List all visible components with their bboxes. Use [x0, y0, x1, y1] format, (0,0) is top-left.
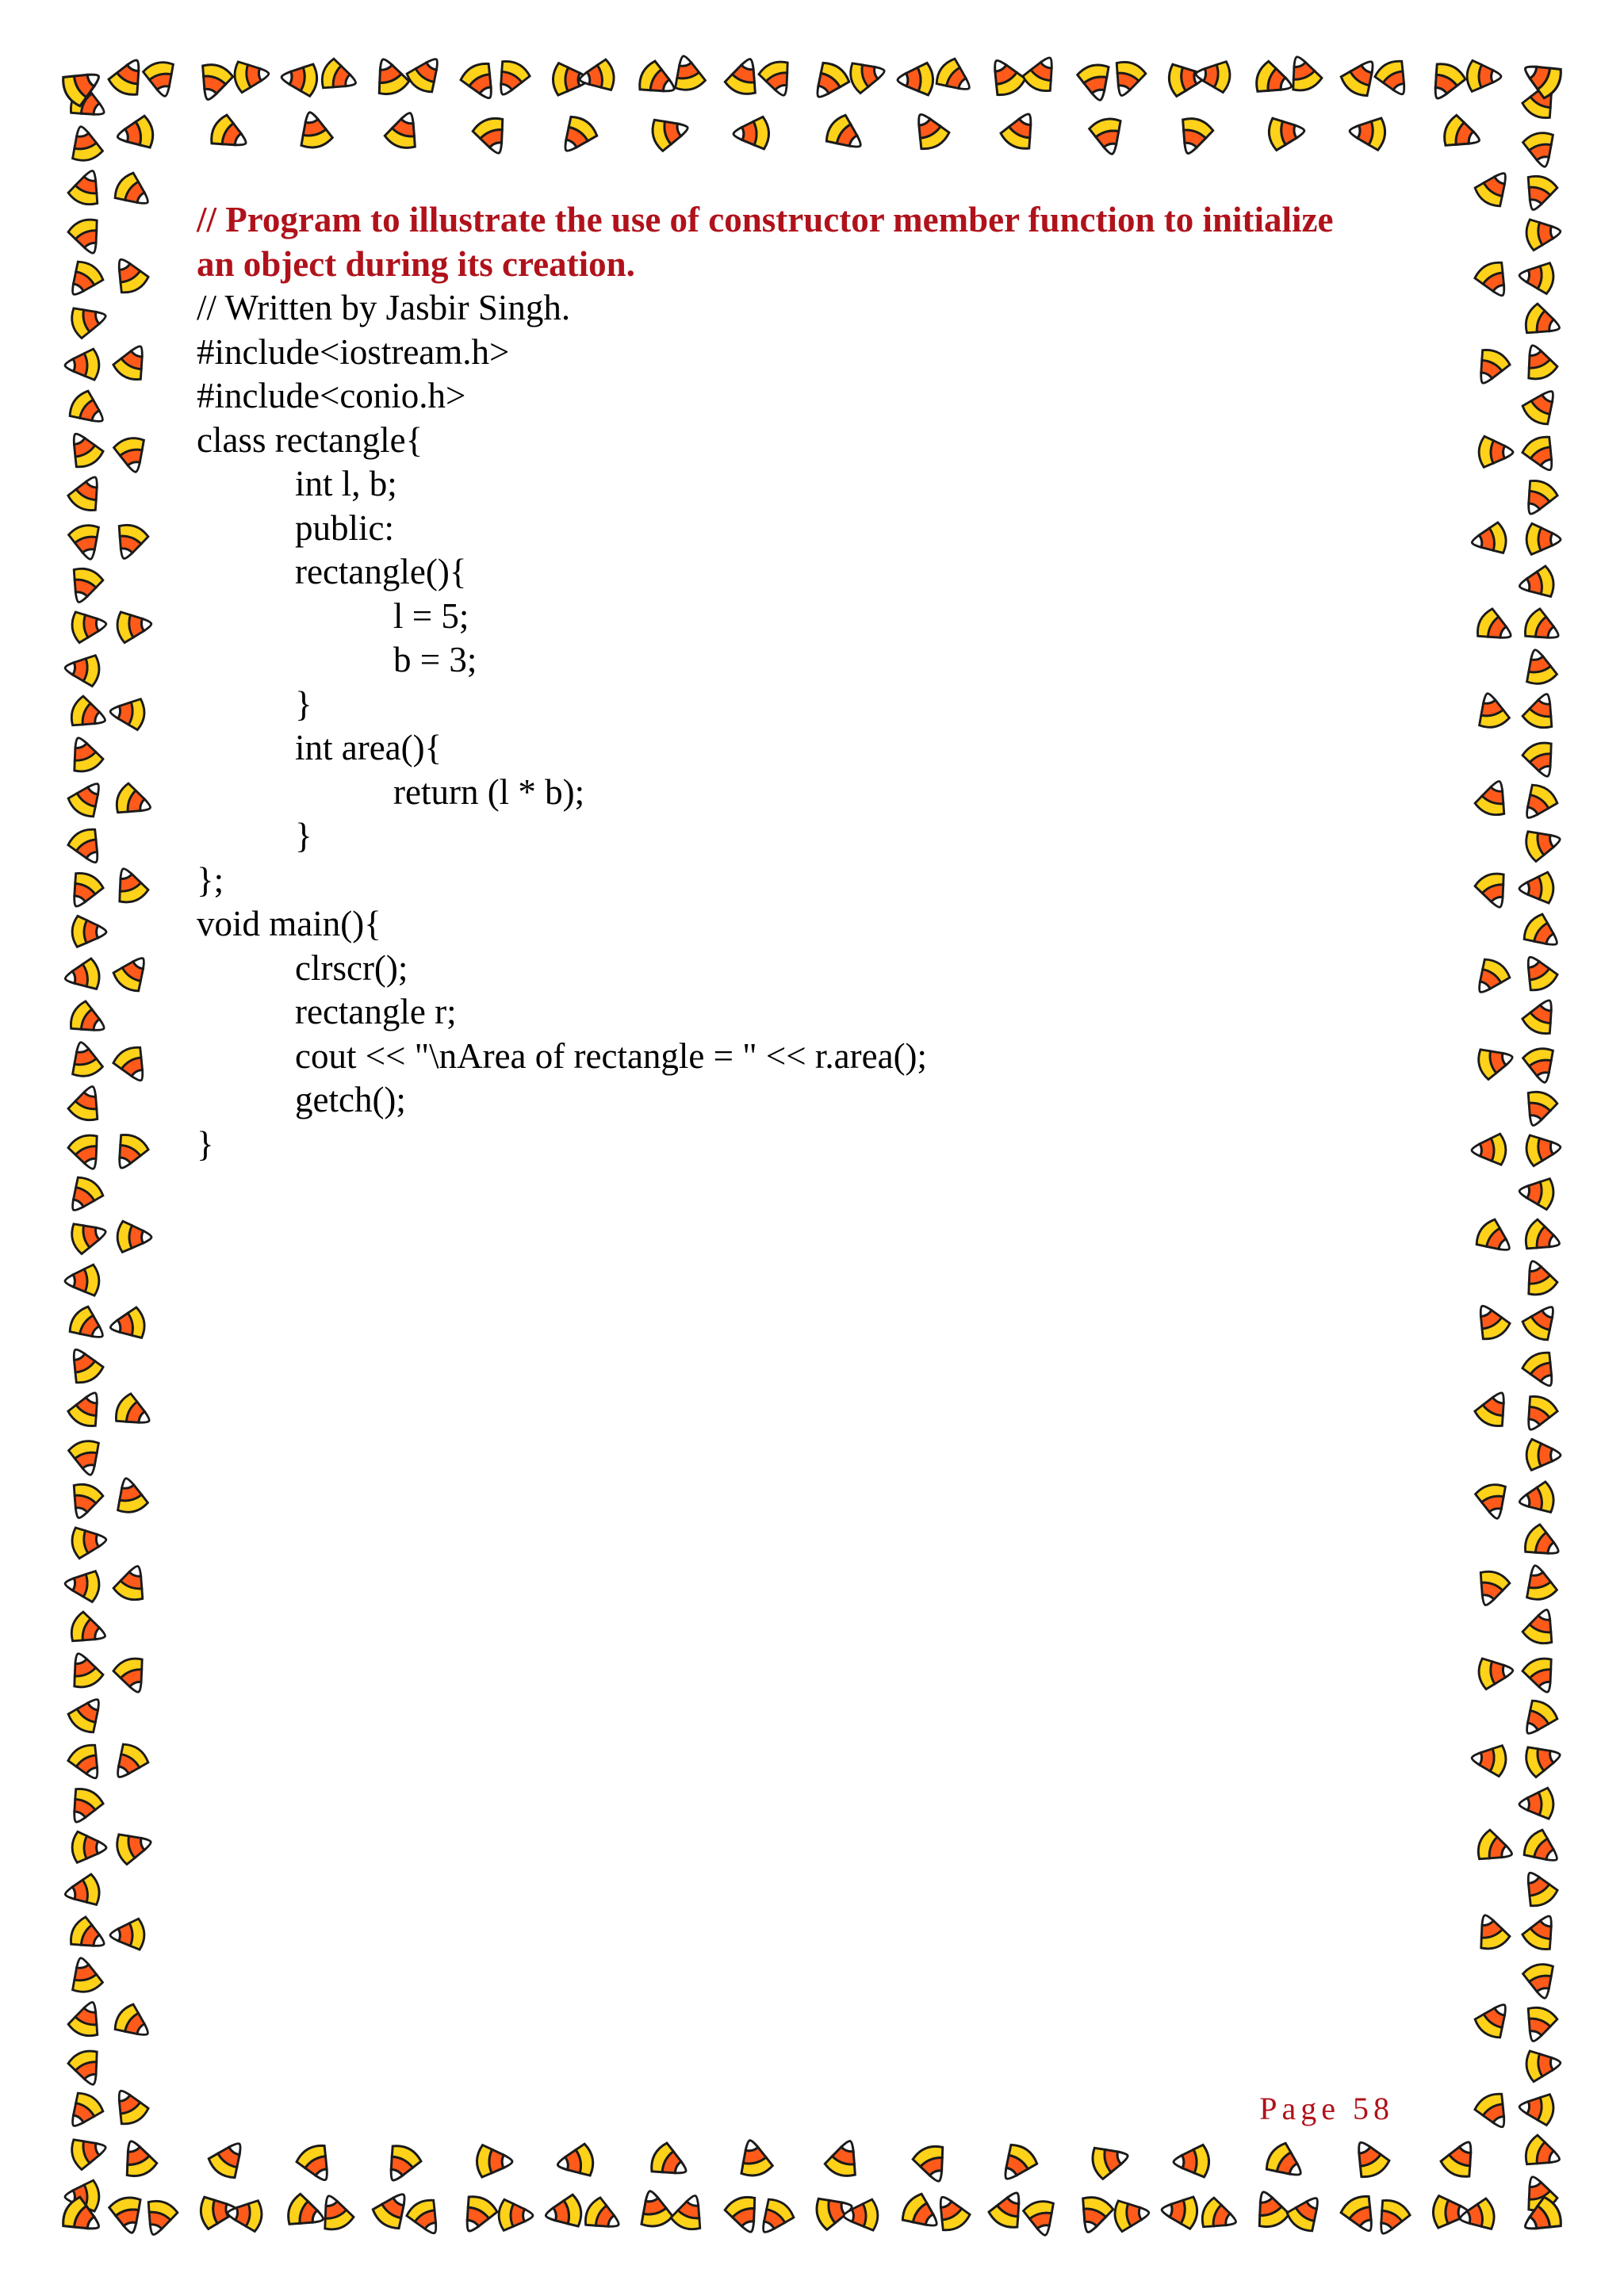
- candy-corn-icon: [634, 2187, 674, 2229]
- candy-corn-icon: [368, 53, 411, 98]
- candy-corn-icon: [67, 1131, 108, 1174]
- candy-corn-icon: [63, 1648, 105, 1691]
- candy-corn-icon: [1520, 911, 1566, 956]
- candy-corn-icon: [1519, 383, 1565, 429]
- candy-corn-icon: [553, 113, 600, 160]
- candy-corn-icon: [1517, 54, 1565, 101]
- code-line: rectangle(){: [295, 552, 467, 591]
- candy-corn-icon: [1090, 2140, 1132, 2180]
- candy-corn-icon: [471, 114, 514, 159]
- candy-corn-icon: [117, 1221, 152, 1253]
- candy-corn-icon: [1472, 1996, 1517, 2042]
- candy-corn-icon: [1519, 1788, 1553, 1820]
- candy-corn-icon: [1423, 59, 1468, 105]
- candy-corn-icon: [1076, 62, 1116, 104]
- page-number: Page 58: [1259, 2091, 1394, 2126]
- candy-corn-icon: [1107, 58, 1147, 101]
- candy-corn-icon: [1520, 1909, 1564, 1954]
- candy-corn-icon: [64, 1265, 99, 1296]
- candy-corn-icon: [1441, 113, 1485, 155]
- candy-corn-icon: [1520, 646, 1558, 687]
- candy-corn-icon: [823, 2136, 865, 2180]
- candy-corn-icon: [115, 115, 155, 153]
- candy-corn-icon: [116, 2135, 159, 2179]
- candy-corn-icon: [1467, 60, 1502, 92]
- candy-corn-icon: [404, 51, 449, 97]
- candy-corn-icon: [111, 1043, 155, 1089]
- candy-corn-icon: [1433, 2195, 1469, 2228]
- candy-corn-icon: [383, 108, 425, 152]
- candy-corn-icon: [1523, 1739, 1565, 1778]
- candy-corn-icon: [1525, 1131, 1562, 1166]
- candy-corn-icon: [1523, 824, 1565, 863]
- candy-corn-icon: [109, 1919, 144, 1950]
- candy-corn-icon: [454, 2192, 500, 2238]
- candy-corn-icon: [1525, 2047, 1562, 2082]
- candy-corn-icon: [1284, 2190, 1329, 2236]
- candy-corn-icon: [1473, 690, 1511, 730]
- candy-corn-icon: [1518, 260, 1555, 294]
- candy-corn-icon: [67, 1081, 107, 1124]
- candy-corn-icon: [66, 1039, 104, 1079]
- code-line: #include<conio.h>: [197, 376, 466, 415]
- candy-corn-icon: [1515, 781, 1561, 827]
- candy-corn-icon: [1438, 2135, 1484, 2181]
- candy-corn-icon: [1517, 2195, 1565, 2241]
- candy-corn-icon: [806, 59, 852, 106]
- code-line: }: [197, 1123, 214, 1164]
- candy-corn-icon: [1521, 739, 1562, 782]
- candy-corn-icon: [108, 2195, 147, 2237]
- candy-corn-icon: [1517, 1392, 1561, 1437]
- candy-corn-icon: [635, 59, 681, 104]
- candy-corn-icon: [1473, 1386, 1516, 1430]
- candy-corn-icon: [66, 470, 109, 515]
- candy-corn-icon: [1519, 2003, 1559, 2046]
- candy-corn-icon: [1520, 1349, 1564, 1394]
- candy-corn-icon: [1471, 1567, 1511, 1610]
- candy-corn-icon: [734, 2137, 774, 2179]
- candy-corn-icon: [108, 1307, 147, 1343]
- candy-corn-icon: [1022, 2198, 1060, 2239]
- candy-corn-icon: [285, 2192, 329, 2234]
- candy-corn-icon: [113, 435, 151, 476]
- candy-corn-icon: [106, 1740, 151, 1786]
- candy-corn-icon: [107, 252, 151, 297]
- candy-corn-icon: [1470, 1910, 1511, 1953]
- candy-corn-icon: [280, 61, 319, 97]
- candy-corn-icon: [1522, 1218, 1565, 1258]
- candy-corn-icon: [1476, 1042, 1517, 1081]
- candy-corn-icon: [1473, 258, 1516, 304]
- candy-corn-icon: [66, 1954, 104, 1995]
- code-line: rectangle r;: [295, 992, 457, 1031]
- candy-corn-icon: [1519, 1088, 1559, 1131]
- candy-corn-icon: [1253, 59, 1297, 101]
- candy-corn-icon: [1473, 1216, 1519, 1261]
- code-line: l = 5;: [393, 595, 469, 636]
- candy-corn-icon: [1262, 2140, 1310, 2187]
- candy-corn-icon: [62, 427, 105, 472]
- candy-corn-icon: [63, 1785, 106, 1829]
- candy-corn-icon: [723, 2193, 766, 2237]
- candy-corn-icon: [898, 2191, 946, 2237]
- candy-corn-icon: [67, 216, 108, 258]
- candy-corn-icon: [109, 863, 150, 906]
- candy-corn-icon: [66, 1303, 112, 1349]
- code-line: int area(){: [295, 728, 442, 767]
- candy-corn-icon: [1073, 2194, 1115, 2238]
- candy-corn-icon: [71, 1524, 108, 1559]
- candy-corn-icon: [1369, 2196, 1413, 2241]
- candy-corn-icon: [110, 950, 155, 996]
- candy-corn-icon: [1474, 1828, 1517, 1869]
- candy-corn-icon: [116, 608, 153, 643]
- candy-corn-icon: [69, 2132, 110, 2171]
- candy-corn-icon: [63, 1873, 102, 1910]
- candy-corn-icon: [1021, 51, 1064, 95]
- candy-corn-icon: [1160, 2194, 1199, 2229]
- candy-corn-icon: [207, 113, 253, 158]
- candy-corn-icon: [458, 59, 504, 106]
- code-line: class rectangle{: [197, 419, 423, 460]
- candy-corn-icon: [112, 1561, 152, 1604]
- candy-corn-icon: [66, 1386, 109, 1430]
- candy-corn-icon: [757, 58, 799, 101]
- candy-corn-icon: [1518, 2091, 1555, 2126]
- candy-corn-icon: [1373, 57, 1416, 102]
- candy-corn-icon: [111, 170, 157, 215]
- candy-corn-icon: [61, 1173, 106, 1219]
- candy-corn-icon: [1522, 1046, 1560, 1086]
- candy-corn-icon: [112, 1391, 156, 1435]
- candy-corn-icon: [1173, 2145, 1209, 2178]
- candy-corn-icon: [66, 1741, 109, 1786]
- candy-corn-icon: [67, 522, 105, 563]
- candy-corn-icon: [822, 112, 870, 159]
- candy-corn-icon: [1521, 607, 1565, 650]
- candy-corn-icon: [1519, 172, 1559, 215]
- candy-corn-icon: [1473, 776, 1514, 819]
- candy-corn-icon: [1521, 689, 1561, 732]
- candy-corn-icon: [1519, 872, 1553, 904]
- candy-corn-icon: [378, 2141, 423, 2187]
- candy-corn-icon: [543, 2194, 584, 2232]
- candy-corn-icon: [1346, 2134, 1392, 2181]
- candy-corn-icon: [1348, 115, 1387, 151]
- candy-corn-icon: [113, 782, 155, 822]
- candy-corn-icon: [67, 1915, 111, 1958]
- candy-corn-icon: [1518, 340, 1559, 383]
- candy-corn-icon: [142, 59, 180, 100]
- candy-corn-icon: [109, 521, 150, 564]
- candy-corn-icon: [67, 1997, 107, 2040]
- candy-corn-icon: [62, 1342, 105, 1387]
- candy-corn-icon: [1521, 1655, 1562, 1697]
- candy-corn-icon: [72, 1831, 107, 1863]
- candy-corn-icon: [1474, 1482, 1512, 1522]
- candy-corn-icon: [477, 2145, 512, 2177]
- candy-corn-icon: [1520, 1562, 1558, 1602]
- candy-corn-icon: [67, 1438, 105, 1479]
- code-line: clrscr();: [295, 947, 408, 988]
- candy-corn-icon: [555, 2143, 596, 2181]
- candy-corn-icon: [1173, 115, 1215, 159]
- candy-corn-icon: [66, 825, 109, 871]
- candy-corn-icon: [404, 2196, 448, 2241]
- candy-corn-icon: [226, 2198, 263, 2232]
- code-line: void main(){: [197, 904, 381, 943]
- code-line: #include<iostream.h>: [197, 331, 510, 372]
- candy-corn-icon: [67, 695, 110, 735]
- candy-corn-icon: [1522, 130, 1560, 170]
- candy-corn-icon: [933, 55, 979, 101]
- candy-corn-icon: [1517, 565, 1556, 602]
- candy-corn-icon: [1517, 476, 1561, 521]
- candy-corn-icon: [1520, 433, 1564, 478]
- candy-corn-icon: [733, 117, 769, 150]
- candy-corn-icon: [1525, 216, 1562, 251]
- candy-corn-icon: [205, 2134, 252, 2182]
- candy-corn-icon: [1198, 2196, 1241, 2237]
- candy-corn-icon: [752, 2195, 797, 2241]
- code-line: getch();: [295, 1080, 406, 1119]
- candy-corn-icon: [577, 59, 616, 95]
- candy-corn-icon: [314, 2191, 355, 2233]
- candy-corn-icon: [929, 2190, 972, 2235]
- candy-corn-icon: [1471, 1134, 1506, 1165]
- candy-corn-icon: [1113, 2197, 1151, 2232]
- candy-corn-icon: [106, 53, 151, 99]
- candy-corn-icon: [1517, 1481, 1556, 1517]
- candy-corn-icon: [1473, 870, 1515, 913]
- candy-corn-icon: [1522, 1961, 1560, 2002]
- candy-corn-icon: [111, 2001, 157, 2046]
- candy-corn-icon: [1473, 2090, 1516, 2135]
- candy-corn-icon: [906, 106, 952, 153]
- candy-corn-icon: [1248, 2186, 1291, 2230]
- candy-corn-icon: [1472, 165, 1517, 211]
- candy-corn-icon: [897, 63, 933, 96]
- code-line: public:: [295, 507, 394, 548]
- candy-corn-icon: [1469, 522, 1508, 558]
- candy-corn-icon: [1470, 1743, 1507, 1777]
- candy-corn-icon: [647, 2141, 693, 2186]
- candy-corn-icon: [71, 608, 108, 643]
- candy-corn-icon: [108, 1131, 151, 1175]
- code-listing: [197, 286, 1434, 1166]
- candy-corn-icon: [1526, 523, 1561, 555]
- candy-corn-icon: [69, 300, 110, 339]
- code-line: }: [295, 683, 312, 724]
- candy-corn-icon: [114, 1827, 155, 1866]
- candy-corn-icon: [1516, 1866, 1560, 1911]
- code-line: b = 3;: [393, 640, 477, 679]
- candy-corn-icon: [998, 107, 1044, 153]
- candy-corn-icon: [982, 52, 1028, 99]
- candy-corn-icon: [1469, 346, 1513, 390]
- candy-corn-icon: [1479, 436, 1514, 468]
- candy-corn-icon: [1468, 955, 1513, 1001]
- candy-corn-icon: [370, 2185, 416, 2233]
- candy-corn-icon: [67, 1610, 110, 1651]
- code-line: }: [295, 816, 312, 855]
- candy-corn-icon: [61, 258, 106, 304]
- candy-corn-icon: [1457, 2198, 1496, 2234]
- candy-corn-icon: [1522, 302, 1565, 342]
- candy-corn-icon: [994, 2141, 1040, 2188]
- candy-corn-icon: [65, 775, 110, 821]
- candy-corn-icon: [489, 57, 533, 101]
- page-content: [197, 198, 1434, 1166]
- candy-corn-icon: [72, 916, 107, 947]
- candy-corn-icon: [1477, 1655, 1515, 1689]
- candy-corn-icon: [649, 112, 692, 152]
- candy-corn-icon: [233, 58, 270, 93]
- candy-corn-icon: [64, 349, 99, 381]
- candy-corn-icon: [1522, 2133, 1565, 2174]
- candy-corn-icon: [1516, 950, 1560, 995]
- candy-corn-icon: [1518, 1256, 1559, 1299]
- candy-corn-icon: [61, 2089, 106, 2135]
- candy-corn-icon: [318, 57, 361, 98]
- candy-corn-icon: [1473, 607, 1518, 650]
- candy-corn-icon: [66, 123, 104, 163]
- code-line: // Written by Jasbir Singh.: [197, 288, 571, 327]
- candy-corn-icon: [65, 1691, 110, 1737]
- candy-corn-icon: [1526, 1439, 1561, 1471]
- candy-corn-icon: [63, 958, 102, 994]
- candy-corn-icon: [63, 652, 101, 687]
- candy-corn-icon: [911, 2142, 954, 2187]
- code-line: };: [197, 859, 224, 900]
- code-line: int l, b;: [295, 464, 397, 503]
- candy-corn-icon: [66, 388, 112, 433]
- candy-corn-icon: [1521, 1522, 1565, 1566]
- program-heading-line-2: an object during its creation.: [197, 243, 635, 284]
- candy-corn-icon: [67, 2047, 108, 2090]
- candy-corn-icon: [294, 2141, 339, 2188]
- candy-corn-icon: [1194, 59, 1231, 93]
- candy-corn-icon: [112, 1655, 153, 1697]
- candy-corn-icon: [109, 696, 146, 730]
- candy-corn-icon: [63, 869, 106, 913]
- candy-corn-icon: [63, 1568, 101, 1602]
- candy-corn-icon: [1339, 2192, 1384, 2239]
- candy-corn-icon: [111, 339, 155, 384]
- candy-corn-icon: [63, 733, 105, 775]
- candy-corn-icon: [67, 166, 107, 209]
- candy-corn-icon: [581, 2195, 626, 2239]
- candy-corn-icon: [1519, 1299, 1565, 1345]
- candy-corn-icon: [669, 2191, 710, 2233]
- candy-corn-icon: [1515, 1697, 1561, 1743]
- candy-corn-icon: [1088, 116, 1128, 158]
- candy-corn-icon: [1469, 1299, 1512, 1344]
- program-heading-line-1: // Program to illustrate the use of constructor member function to initialize: [197, 200, 1334, 239]
- candy-corn-icon: [64, 564, 105, 607]
- candy-corn-icon: [1520, 993, 1564, 1038]
- candy-corn-icon: [294, 109, 334, 151]
- candy-corn-icon: [67, 999, 111, 1043]
- candy-corn-icon: [107, 2084, 151, 2129]
- code-line: cout << "\nArea of rectangle = " << r.area();: [295, 1035, 928, 1076]
- candy-corn-icon: [139, 2197, 179, 2240]
- candy-corn-icon: [111, 1475, 149, 1515]
- candy-corn-icon: [1520, 1827, 1566, 1872]
- candy-corn-icon: [499, 2199, 534, 2231]
- candy-corn-icon: [64, 1480, 105, 1523]
- candy-corn-icon: [1518, 1176, 1555, 1210]
- candy-corn-icon: [1267, 115, 1306, 151]
- candy-corn-icon: [69, 1216, 110, 1255]
- candy-corn-icon: [193, 61, 235, 105]
- candy-corn-icon: [1521, 1605, 1561, 1647]
- candy-corn-icon: [848, 55, 889, 94]
- code-line: return (l * b);: [393, 771, 585, 812]
